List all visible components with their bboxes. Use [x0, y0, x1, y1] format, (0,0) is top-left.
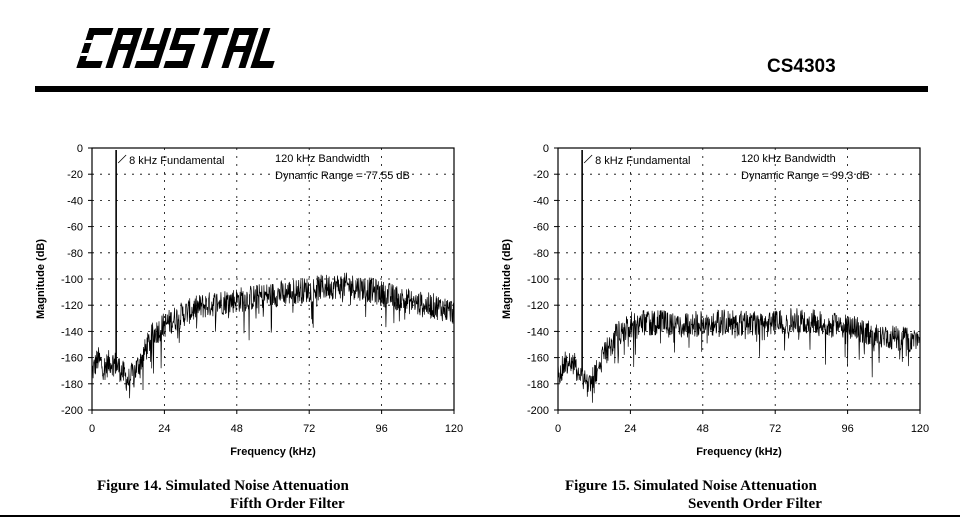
x-axis-label: Frequency (kHz) [230, 446, 316, 458]
x-tick-label: 96 [841, 423, 854, 435]
crystal-logo [70, 20, 275, 80]
footer-rule [0, 515, 960, 517]
figure-14-caption [97, 477, 349, 513]
y-tick-label: -200 [60, 405, 83, 417]
x-tick-label: 120 [910, 423, 930, 435]
fundamental-leader [584, 155, 592, 163]
y-tick-label: -60 [67, 221, 83, 234]
x-tick-label: 96 [375, 423, 388, 435]
figure-14-caption-line2: Fifth Order Filter [230, 496, 345, 512]
x-axis-label: Frequency (kHz) [696, 446, 782, 458]
y-tick-label: -80 [533, 247, 549, 260]
x-tick-label: 48 [696, 423, 709, 435]
y-tick-label: 0 [76, 143, 83, 155]
figure-15-caption-line1: Figure 15. Simulated Noise Attenuation [565, 478, 817, 494]
x-tick-label: 72 [769, 423, 782, 435]
y-tick-label: -80 [67, 247, 83, 260]
figure-15-caption [565, 477, 822, 513]
y-tick-label: -140 [60, 326, 83, 339]
y-tick-label: -120 [60, 300, 83, 313]
y-axis-label: Magnitude (dB) [35, 238, 47, 320]
x-tick-label: 0 [88, 423, 96, 435]
x-tick-label: 72 [303, 423, 316, 435]
y-tick-label: -20 [533, 169, 549, 182]
y-tick-label: -20 [67, 169, 83, 182]
plot-frame [558, 148, 920, 410]
y-tick-label: -100 [60, 274, 83, 286]
part-number: CS4303 [767, 56, 836, 77]
y-tick-label: -180 [60, 378, 83, 391]
y-tick-label: -40 [67, 195, 83, 208]
bandwidth-annotation: 120 kHz Bandwidth [275, 153, 370, 165]
x-tick-label: 0 [554, 423, 562, 435]
figure-15-caption-line2: Seventh Order Filter [688, 496, 822, 512]
y-tick-label: -120 [526, 300, 549, 313]
y-tick-label: -140 [526, 326, 549, 339]
fundamental-annotation: 8 kHz Fundamental [129, 155, 225, 167]
figure-14-caption-line1: Figure 14. Simulated Noise Attenuation [97, 478, 349, 494]
y-tick-label: -40 [533, 195, 549, 208]
y-axis-label: Magnitude (dB) [501, 238, 513, 320]
bandwidth-annotation: 120 kHz Bandwidth [741, 153, 836, 165]
noise-series-line [558, 308, 920, 403]
y-tick-label: -60 [533, 221, 549, 234]
x-tick-label: 120 [444, 423, 464, 435]
chart-seventh-order [496, 140, 936, 470]
y-tick-label: -100 [526, 274, 549, 286]
header-rule [35, 86, 928, 92]
chart-fifth-order [30, 140, 470, 470]
dynamic-range-annotation: Dynamic Range = 77.55 dB [275, 170, 410, 182]
dynamic-range-annotation: Dynamic Range = 99.3 dB [741, 170, 870, 182]
fundamental-leader [118, 155, 126, 163]
fundamental-annotation: 8 kHz Fundamental [595, 155, 691, 167]
y-tick-label: -200 [526, 405, 549, 417]
y-tick-label: -160 [60, 352, 83, 365]
plot-frame [92, 148, 454, 410]
y-tick-label: -160 [526, 352, 549, 365]
x-tick-label: 24 [624, 423, 637, 435]
y-tick-label: 0 [542, 143, 549, 155]
noise-series-line [92, 273, 454, 399]
x-tick-label: 48 [230, 423, 243, 435]
x-tick-label: 24 [158, 423, 171, 435]
y-tick-label: -180 [526, 378, 549, 391]
